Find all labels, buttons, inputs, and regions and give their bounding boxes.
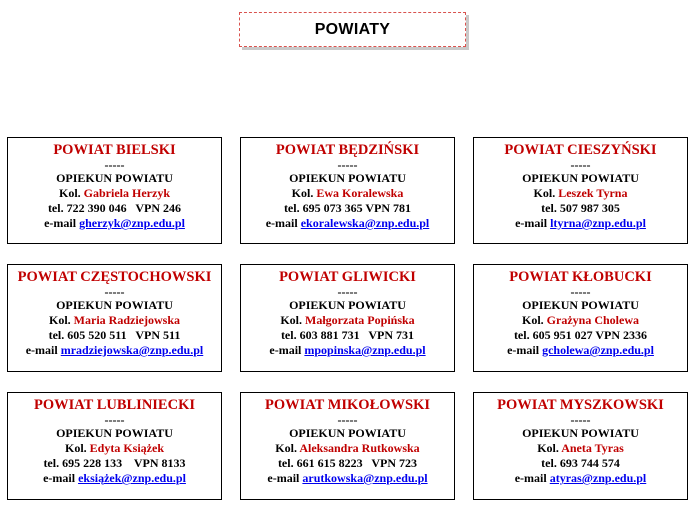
email-link[interactable]: arutkowska@znp.edu.pl (302, 471, 428, 485)
county-card (240, 392, 455, 500)
email-label: e-mail (265, 216, 298, 230)
email-line (8, 471, 221, 486)
email-link[interactable]: ltyrna@znp.edu.pl (550, 216, 646, 230)
email-link[interactable]: eksiążek@znp.edu.pl (78, 471, 186, 485)
email-link[interactable]: gcholewa@znp.edu.pl (542, 343, 654, 357)
email-line (8, 343, 221, 358)
separator: ----- (337, 413, 358, 427)
email-link[interactable]: mpopinska@znp.edu.pl (304, 343, 426, 357)
phone-line: tel. 605 951 027 VPN 2336 (513, 328, 648, 342)
county-card (473, 392, 688, 500)
phone-line: tel. 605 520 511 VPN 511 (48, 328, 181, 342)
email-line (474, 216, 687, 231)
guardian-name: Maria Radziejowska (73, 313, 180, 327)
page-title-box (239, 12, 466, 47)
county-card (7, 137, 222, 244)
guardian-role: OPIEKUN POWIATU (56, 298, 173, 312)
guardian-role: OPIEKUN POWIATU (56, 426, 173, 440)
phone-line: tel. 722 390 046 VPN 246 (47, 201, 182, 215)
county-title: POWIAT MIKOŁOWSKI (264, 397, 431, 413)
email-link[interactable]: gherzyk@znp.edu.pl (79, 216, 185, 230)
county-title: POWIAT BIELSKI (53, 142, 176, 158)
county-card (240, 137, 455, 244)
county-card (473, 137, 688, 244)
separator: ----- (570, 413, 591, 427)
name-prefix: Kol. (522, 313, 544, 327)
email-line (474, 343, 687, 358)
county-title: POWIAT KŁOBUCKI (509, 269, 652, 285)
county-title: POWIAT GLIWICKI (279, 269, 416, 285)
name-prefix: Kol. (64, 441, 87, 455)
email-label: e-mail (44, 216, 77, 230)
separator: ----- (570, 285, 591, 299)
guardian-name-line (474, 313, 687, 328)
guardian-name: Leszek Tyrna (558, 186, 628, 200)
phone-line: tel. 661 615 8223 VPN 723 (277, 456, 418, 470)
county-card (7, 392, 222, 500)
guardian-name: Grażyna Cholewa (546, 313, 639, 327)
guardian-name-line (8, 186, 221, 201)
county-title: POWIAT CIESZYŃSKI (504, 142, 657, 158)
county-title: POWIAT BĘDZIŃSKI (275, 142, 420, 158)
guardian-name-line (8, 313, 221, 328)
guardian-name: Gabriela Herzyk (83, 186, 170, 200)
separator: ----- (337, 285, 358, 299)
separator: ----- (104, 158, 125, 172)
separator: ----- (104, 285, 125, 299)
county-title: POWIAT MYSZKOWSKI (497, 397, 664, 413)
name-prefix: Kol. (537, 441, 559, 455)
guardian-name: Edyta Książek (89, 441, 164, 455)
guardian-role: OPIEKUN POWIATU (522, 426, 639, 440)
county-card (7, 264, 222, 372)
guardian-role: OPIEKUN POWIATU (289, 171, 406, 185)
guardian-name-line (241, 441, 454, 456)
guardian-name: Aneta Tyras (561, 441, 624, 455)
email-label: e-mail (43, 471, 76, 485)
guardian-name-line (8, 441, 221, 456)
guardian-name-line (474, 441, 687, 456)
guardian-name: Aleksandra Rutkowska (299, 441, 420, 455)
phone-line: tel. 695 073 365 VPN 781 (283, 201, 412, 215)
county-card (240, 264, 455, 372)
name-prefix: Kol. (59, 186, 81, 200)
guardian-name: Małgorzata Popińska (305, 313, 415, 327)
guardian-role: OPIEKUN POWIATU (522, 171, 639, 185)
guardian-role: OPIEKUN POWIATU (522, 298, 639, 312)
separator: ----- (337, 158, 358, 172)
name-prefix: Kol. (533, 186, 556, 200)
phone-line: tel. 507 987 305 (541, 201, 620, 215)
email-label: e-mail (267, 471, 300, 485)
email-line (474, 471, 687, 486)
county-title: POWIAT CZĘSTOCHOWSKI (17, 269, 212, 285)
separator: ----- (104, 413, 125, 427)
guardian-name-line (241, 313, 454, 328)
email-label: e-mail (269, 343, 302, 357)
email-label: e-mail (507, 343, 540, 357)
phone-line: tel. 695 228 133 VPN 8133 (43, 456, 186, 470)
guardian-role: OPIEKUN POWIATU (56, 171, 173, 185)
email-line (241, 216, 454, 231)
guardian-role: OPIEKUN POWIATU (289, 298, 406, 312)
phone-line: tel. 693 744 574 (541, 456, 620, 470)
guardian-name-line (241, 186, 454, 201)
email-label: e-mail (515, 216, 548, 230)
page-title: POWIATY (314, 20, 391, 38)
email-line (241, 343, 454, 358)
email-label: e-mail (514, 471, 547, 485)
phone-line: tel. 603 881 731 VPN 731 (280, 328, 415, 342)
email-link[interactable]: mradziejowska@znp.edu.pl (60, 343, 204, 357)
name-prefix: Kol. (49, 313, 71, 327)
guardian-name: Ewa Koralewska (316, 186, 404, 200)
email-line (241, 471, 454, 486)
email-link[interactable]: atyras@znp.edu.pl (549, 471, 647, 485)
name-prefix: Kol. (291, 186, 314, 200)
guardian-name-line (474, 186, 687, 201)
separator: ----- (570, 158, 591, 172)
name-prefix: Kol. (280, 313, 302, 327)
county-title: POWIAT LUBLINIECKI (33, 397, 195, 413)
email-label: e-mail (25, 343, 58, 357)
name-prefix: Kol. (275, 441, 297, 455)
email-link[interactable]: ekoralewska@znp.edu.pl (300, 216, 430, 230)
guardian-role: OPIEKUN POWIATU (289, 426, 406, 440)
county-card (473, 264, 688, 372)
email-line (8, 216, 221, 231)
